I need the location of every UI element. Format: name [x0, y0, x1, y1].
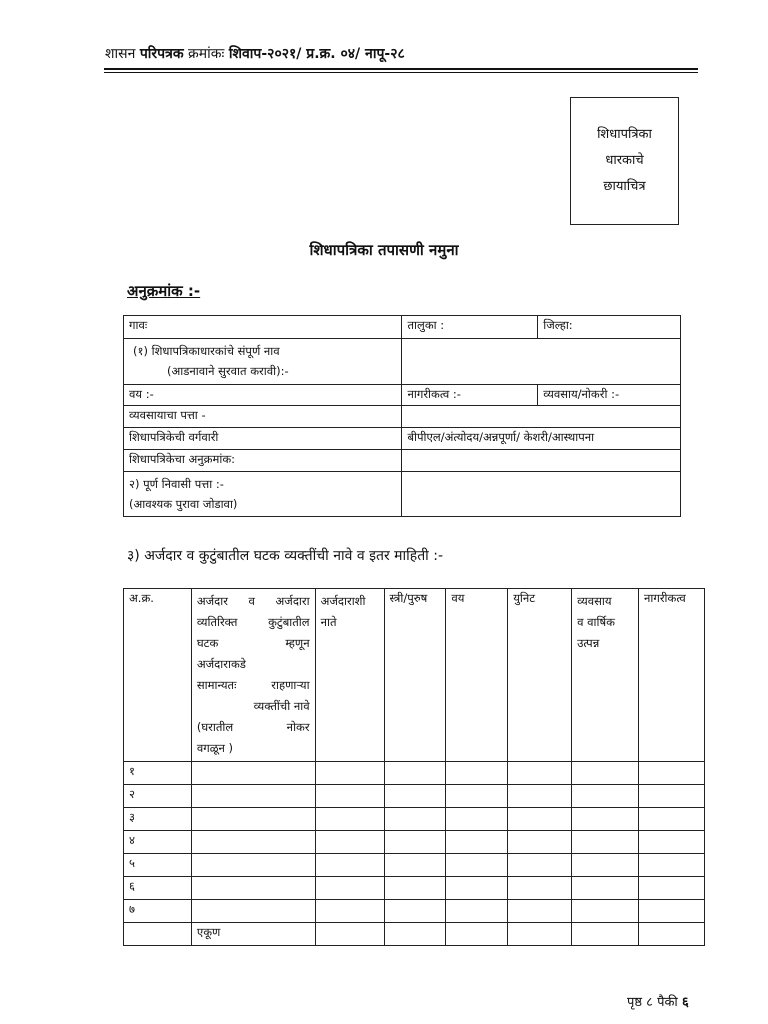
table-cell[interactable]	[572, 877, 639, 900]
row-number: ७	[124, 900, 192, 923]
business-address-label: व्यवसायाचा पत्ता -	[124, 406, 402, 428]
row-number: ६	[124, 877, 192, 900]
row-number: ५	[124, 854, 192, 877]
table-row	[124, 785, 705, 808]
header-names-line: (घरातील नोकर	[196, 720, 310, 734]
form-title: शिधापत्रिका तपासणी नमुना	[309, 241, 459, 259]
table-cell[interactable]	[446, 877, 508, 900]
photo-box	[570, 97, 679, 225]
table-cell[interactable]	[191, 854, 315, 877]
header-relation	[315, 589, 384, 762]
district-cell: जिल्हा:	[538, 316, 681, 339]
table-cell[interactable]	[191, 785, 315, 808]
header-names-line: घटक म्हणून	[196, 636, 310, 650]
page-footer	[627, 992, 689, 1010]
table-row	[124, 877, 705, 900]
table-cell[interactable]	[191, 877, 315, 900]
village-cell: गावः	[124, 316, 402, 339]
table-cell[interactable]	[446, 854, 508, 877]
table-cell[interactable]	[446, 808, 508, 831]
table-cell[interactable]	[384, 854, 446, 877]
table-row	[124, 854, 705, 877]
row-number: ४	[124, 831, 192, 854]
card-serial-label: शिधापत्रिकेचा अनुक्रमांक:	[124, 450, 402, 472]
photo-box-line3: छायाचित्र	[603, 179, 646, 194]
total-cell[interactable]	[384, 923, 446, 946]
full-name-label-cell	[124, 339, 402, 385]
header-circular: परिपत्रक	[139, 46, 184, 62]
category-label: शिधापत्रिकेची वर्गवारी	[124, 428, 402, 450]
table-cell[interactable]	[191, 762, 315, 785]
cardholder-details-table	[123, 315, 681, 517]
address-hint: (आवश्यक पुरावा जोडावा)	[129, 497, 238, 511]
table-cell[interactable]	[639, 785, 705, 808]
full-name-label: (१) शिधापत्रिकाधारकांचे संपूर्ण नाव	[133, 344, 280, 358]
table-cell[interactable]	[508, 762, 572, 785]
taluka-cell: तालुका :	[402, 316, 538, 339]
header-relation-line: नाते	[320, 615, 337, 629]
table-cell[interactable]	[639, 854, 705, 877]
header-names-line: व्यतिरिक्त कुटुंबातील	[196, 615, 310, 629]
table-row	[124, 808, 705, 831]
table-cell[interactable]	[508, 877, 572, 900]
header-occupation	[572, 589, 639, 762]
photo-box-line2: धारकाचे	[605, 153, 644, 168]
age-cell: वय :-	[124, 385, 402, 406]
header-unit: युनिट	[508, 589, 572, 762]
header-occupation-line: व वार्षिक	[577, 615, 615, 629]
table-cell[interactable]	[446, 785, 508, 808]
occupation-cell: व्यवसाय/नोकरी :-	[538, 385, 681, 406]
table-cell[interactable]	[639, 808, 705, 831]
table-cell[interactable]	[384, 785, 446, 808]
table-cell[interactable]	[315, 854, 384, 877]
table-cell[interactable]	[572, 854, 639, 877]
table-cell[interactable]	[191, 808, 315, 831]
table-cell[interactable]	[191, 900, 315, 923]
address-label-cell	[124, 472, 402, 517]
table-cell[interactable]	[315, 762, 384, 785]
total-row-empty	[124, 923, 192, 946]
table-cell[interactable]	[639, 900, 705, 923]
table-cell[interactable]	[315, 877, 384, 900]
total-label: एकूण	[191, 923, 315, 946]
table-cell[interactable]	[508, 808, 572, 831]
header-occupation-line: उत्पन्न	[577, 636, 600, 650]
header-rule-thick	[104, 68, 698, 70]
header-names-line: अर्जदाराकडे	[196, 657, 246, 671]
row-number: १	[124, 762, 192, 785]
table-cell[interactable]	[508, 785, 572, 808]
serial-label: अनुक्रमांक :-	[127, 282, 201, 300]
table-cell[interactable]	[639, 877, 705, 900]
table-cell[interactable]	[384, 808, 446, 831]
table-cell[interactable]	[384, 831, 446, 854]
header-names-line: सामान्यतः राहणाऱ्या	[196, 678, 310, 692]
row-number: २	[124, 785, 192, 808]
full-name-value-cell[interactable]	[402, 339, 681, 385]
header-names-line: वगळून )	[196, 741, 233, 755]
header-citizenship: नागरीकत्व	[639, 589, 705, 762]
table-cell[interactable]	[384, 900, 446, 923]
header-sr: अ.क्र.	[124, 589, 192, 762]
family-members-table	[123, 588, 705, 946]
citizenship-cell: नागरीकत्व :-	[402, 385, 538, 406]
table-cell[interactable]	[315, 900, 384, 923]
card-serial-value[interactable]	[402, 450, 681, 472]
table-cell[interactable]	[384, 877, 446, 900]
table-cell[interactable]	[446, 831, 508, 854]
table-cell[interactable]	[508, 900, 572, 923]
page-total: ६	[681, 995, 689, 1010]
total-cell[interactable]	[639, 923, 705, 946]
header-number-label: क्रमांकः	[188, 46, 225, 62]
table-cell[interactable]	[315, 785, 384, 808]
table-cell[interactable]	[572, 900, 639, 923]
photo-box-line1: शिधापत्रिका	[597, 127, 652, 142]
table-row	[124, 831, 705, 854]
table-cell[interactable]	[191, 831, 315, 854]
table-cell[interactable]	[572, 808, 639, 831]
table-cell[interactable]	[572, 785, 639, 808]
total-cell[interactable]	[572, 923, 639, 946]
address-label: २) पूर्ण निवासी पत्ता :-	[129, 477, 224, 491]
header-rule-thin	[104, 72, 698, 73]
header-names	[191, 589, 315, 762]
page-number-prefix: पृष्ठ ८ पैकी	[627, 995, 678, 1010]
header-occupation-line: व्यवसाय	[577, 594, 612, 608]
table-cell[interactable]	[508, 854, 572, 877]
full-name-hint: (आडनावाने सुरवात करावी):-	[167, 364, 289, 378]
total-cell[interactable]	[508, 923, 572, 946]
header-age: वय	[446, 589, 508, 762]
row-number: ३	[124, 808, 192, 831]
business-address-value[interactable]	[402, 406, 681, 428]
table-cell[interactable]	[315, 831, 384, 854]
table-cell[interactable]	[384, 762, 446, 785]
table-cell[interactable]	[639, 762, 705, 785]
header-gender: स्त्री/पुरुष	[384, 589, 446, 762]
table-cell[interactable]	[639, 831, 705, 854]
table-cell[interactable]	[446, 762, 508, 785]
table-cell[interactable]	[572, 762, 639, 785]
address-value-cell[interactable]	[402, 472, 681, 517]
total-cell[interactable]	[446, 923, 508, 946]
table-row	[124, 900, 705, 923]
header-relation-line: अर्जदाराशी	[320, 594, 366, 608]
header-number: शिवाप-२०२१/ प्र.क्र. ०४/ नापू-२८	[228, 46, 405, 62]
table-row	[124, 762, 705, 785]
header-names-line: व्यक्तींची नावे	[253, 699, 310, 713]
document-header	[105, 44, 405, 63]
header-names-line: अर्जदार व अर्जदारा	[196, 594, 310, 608]
total-cell[interactable]	[315, 923, 384, 946]
section3-title: ३) अर्जदार व कुटुंबातील घटक व्यक्तींची नावे व इतर माहिती :-	[127, 548, 444, 564]
header-prefix: शासन	[105, 46, 136, 62]
table-cell[interactable]	[446, 900, 508, 923]
category-value: बीपीएल/अंत्योदय/अन्नपूर्णा/ केशरी/आस्थापना	[402, 428, 681, 450]
table-cell[interactable]	[508, 831, 572, 854]
table-cell[interactable]	[315, 808, 384, 831]
table-cell[interactable]	[572, 831, 639, 854]
